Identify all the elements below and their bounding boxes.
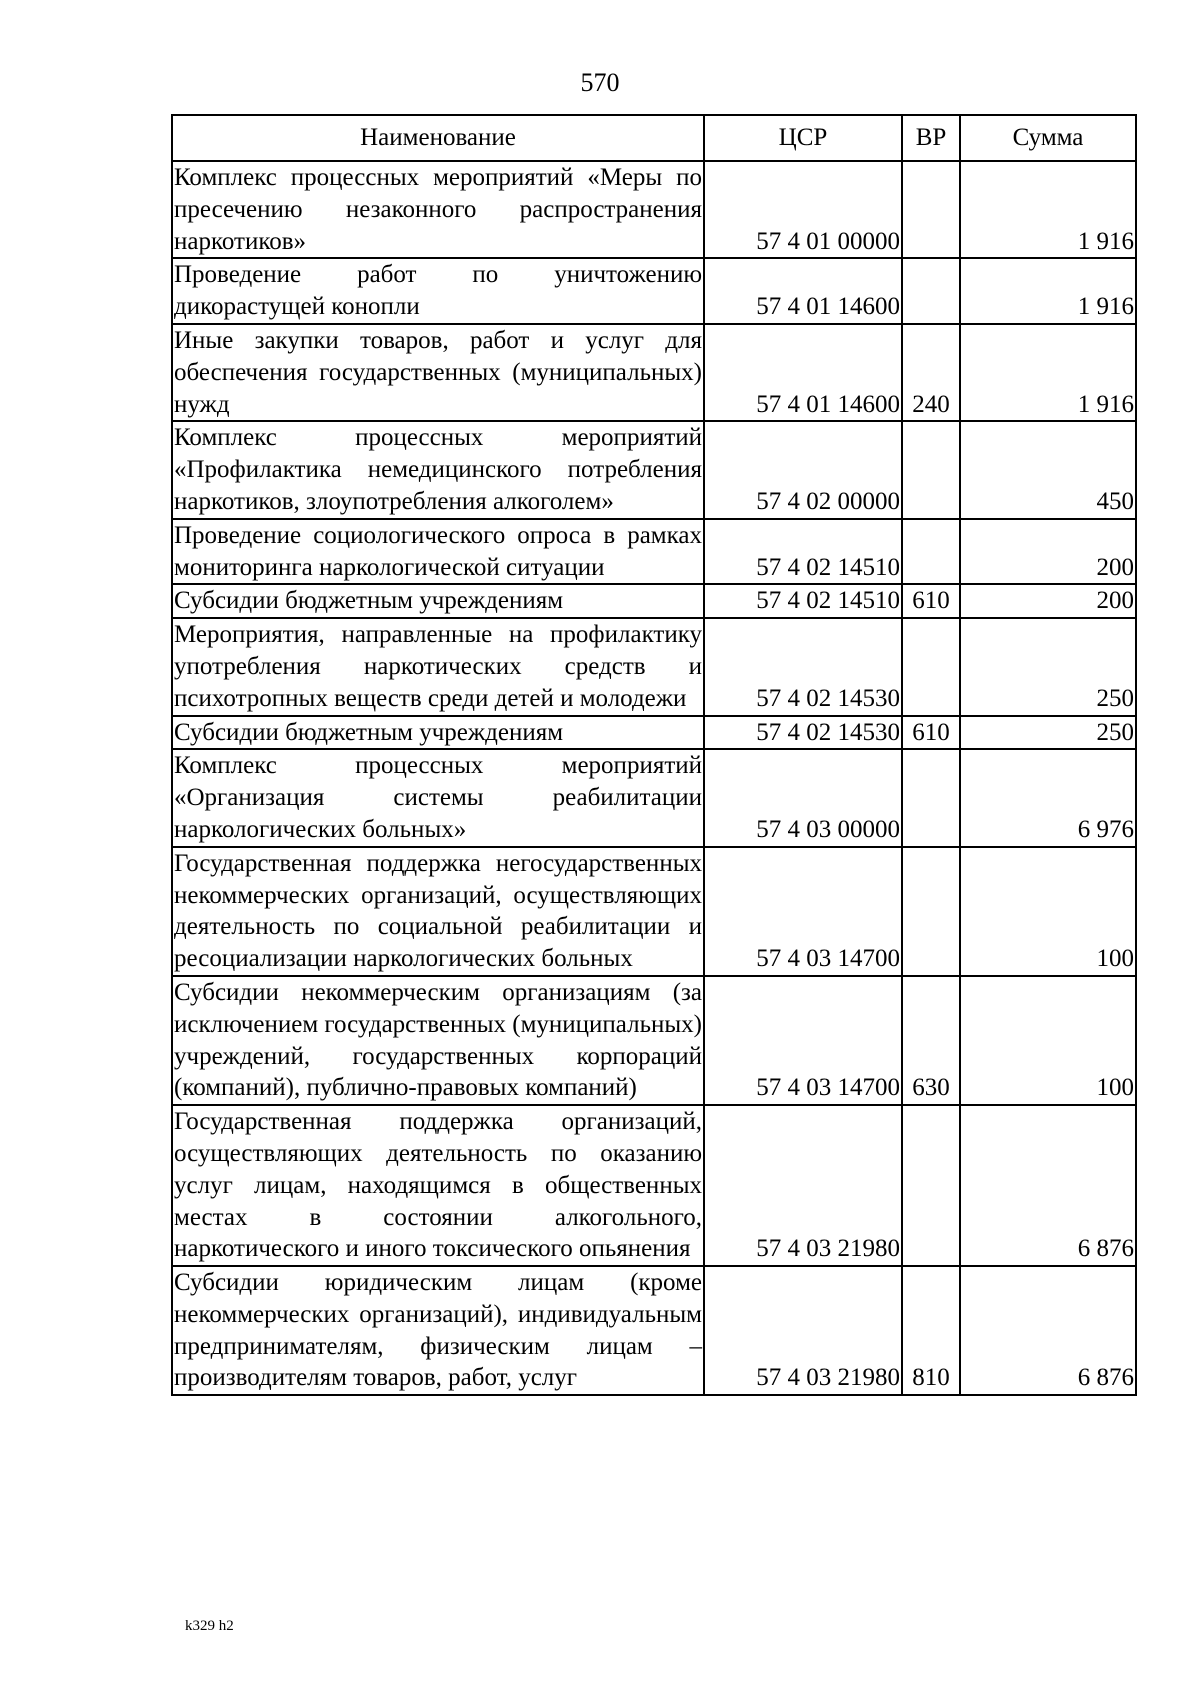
row-name: Комплекс процессных мероприятий «Организация системы реабилитации наркологических больных»	[172, 749, 704, 846]
header-name: Наименование	[172, 115, 704, 161]
row-name: Субсидии юридическим лицам (кроме некоммерческих организаций), индивидуальным предпринимателям, физическим лицам – производителям товаров, работ, услуг	[172, 1266, 704, 1395]
row-vr	[902, 749, 960, 846]
row-vr: 240	[902, 324, 960, 421]
row-csr: 57 4 02 14530	[704, 618, 902, 715]
row-csr: 57 4 02 14510	[704, 519, 902, 585]
table-row	[172, 1266, 1136, 1395]
row-sum: 250	[960, 618, 1136, 715]
row-name: Субсидии бюджетным учреждениям	[172, 716, 704, 750]
table-row	[172, 258, 1136, 324]
row-sum: 250	[960, 716, 1136, 750]
row-sum: 100	[960, 847, 1136, 976]
row-sum: 1 916	[960, 258, 1136, 324]
row-name: Проведение работ по уничтожению дикорастущей конопли	[172, 258, 704, 324]
row-vr	[902, 421, 960, 518]
row-name: Комплекс процессных мероприятий «Профилактика немедицинского потребления наркотиков, злоупотребления алкоголем»	[172, 421, 704, 518]
table-row	[172, 324, 1136, 421]
table-row	[172, 161, 1136, 258]
row-vr	[902, 847, 960, 976]
row-sum: 100	[960, 976, 1136, 1105]
row-vr	[902, 1105, 960, 1266]
table-row	[172, 847, 1136, 976]
page-number: 570	[580, 68, 620, 97]
row-name: Мероприятия, направленные на профилактику употребления наркотических средств и психотропных веществ среди детей и молодежи	[172, 618, 704, 715]
row-vr	[902, 519, 960, 585]
row-name: Субсидии бюджетным учреждениям	[172, 584, 704, 618]
table-header-row	[172, 115, 1136, 161]
row-sum: 6 876	[960, 1105, 1136, 1266]
row-vr	[902, 258, 960, 324]
row-vr: 610	[902, 584, 960, 618]
row-csr: 57 4 03 14700	[704, 847, 902, 976]
header-vr: ВР	[902, 115, 960, 161]
row-vr	[902, 618, 960, 715]
row-sum: 200	[960, 519, 1136, 585]
row-sum: 6 876	[960, 1266, 1136, 1395]
row-vr	[902, 161, 960, 258]
row-csr: 57 4 02 00000	[704, 421, 902, 518]
table-row	[172, 749, 1136, 846]
row-name: Проведение социологического опроса в рамках мониторинга наркологической ситуации	[172, 519, 704, 585]
row-sum: 6 976	[960, 749, 1136, 846]
row-name: Государственная поддержка организаций, осуществляющих деятельность по оказанию услуг лицам, находящимся в общественных местах в состоянии алкогольного, наркотического и иного токсического опьянения	[172, 1105, 704, 1266]
row-csr: 57 4 02 14530	[704, 716, 902, 750]
table-row	[172, 421, 1136, 518]
row-sum: 450	[960, 421, 1136, 518]
table-row	[172, 716, 1136, 750]
row-csr: 57 4 01 14600	[704, 324, 902, 421]
row-csr: 57 4 01 14600	[704, 258, 902, 324]
row-csr: 57 4 03 21980	[704, 1266, 902, 1395]
row-name: Иные закупки товаров, работ и услуг для обеспечения государственных (муниципальных) нужд	[172, 324, 704, 421]
table-row	[172, 976, 1136, 1105]
row-vr: 630	[902, 976, 960, 1105]
table-row	[172, 1105, 1136, 1266]
budget-table	[171, 114, 1137, 1396]
footer-code: k329 h2	[185, 1618, 234, 1634]
row-csr: 57 4 03 21980	[704, 1105, 902, 1266]
table-row	[172, 584, 1136, 618]
row-vr: 610	[902, 716, 960, 750]
row-csr: 57 4 01 00000	[704, 161, 902, 258]
table-row	[172, 618, 1136, 715]
row-csr: 57 4 02 14510	[704, 584, 902, 618]
row-csr: 57 4 03 14700	[704, 976, 902, 1105]
row-sum: 200	[960, 584, 1136, 618]
row-sum: 1 916	[960, 324, 1136, 421]
header-csr: ЦСР	[704, 115, 902, 161]
row-name: Субсидии некоммерческим организациям (за исключением государственных (муниципальных) учреждений, государственных корпораций (компаний), публично-правовых компаний)	[172, 976, 704, 1105]
header-sum: Сумма	[960, 115, 1136, 161]
row-vr: 810	[902, 1266, 960, 1395]
row-csr: 57 4 03 00000	[704, 749, 902, 846]
table-row	[172, 519, 1136, 585]
row-name: Комплекс процессных мероприятий «Меры по пресечению незаконного распространения наркотиков»	[172, 161, 704, 258]
row-sum: 1 916	[960, 161, 1136, 258]
row-name: Государственная поддержка негосударственных некоммерческих организаций, осуществляющих деятельность по социальной реабилитации и ресоциализации наркологических больных	[172, 847, 704, 976]
